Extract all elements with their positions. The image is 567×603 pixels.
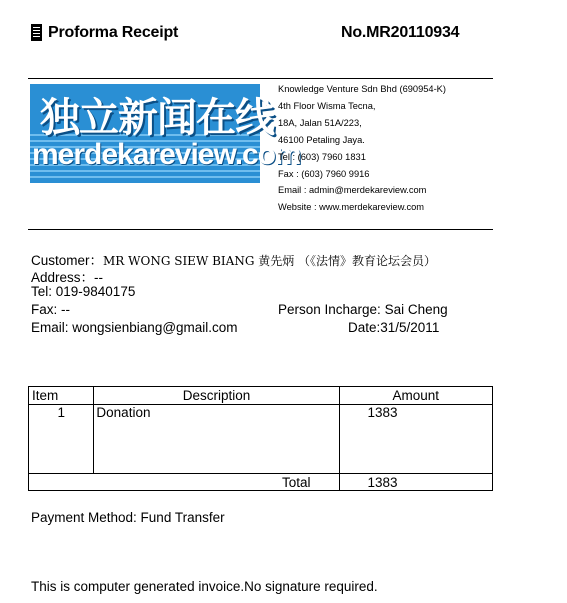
company-line: 46100 Petaling Jaya.	[278, 134, 365, 145]
receipt-title: Proforma Receipt	[48, 24, 179, 41]
header-item: Item	[29, 387, 94, 405]
company-line: Fax : (603) 7960 9916	[278, 168, 370, 179]
company-line: 4th Floor Wisma Tecna,	[278, 100, 376, 111]
company-line: Email : admin@merdekareview.com	[278, 185, 427, 196]
document-icon	[31, 24, 42, 41]
company-line: 18A, Jalan 51A/223,	[278, 117, 362, 128]
email-line: Email: wongsienbiang@gmail.com	[31, 320, 238, 335]
company-info	[278, 81, 446, 216]
items-table	[28, 386, 493, 491]
total-spacer	[29, 474, 94, 491]
person-incharge: Person Incharge: Sai Cheng	[278, 302, 448, 317]
fax-line: Fax: --	[31, 302, 70, 317]
customer-label: Customer：	[31, 253, 104, 268]
company-divider	[28, 229, 493, 230]
header-divider	[28, 78, 493, 79]
address-line: Address：--	[31, 270, 104, 285]
payment-method: Payment Method: Fund Transfer	[31, 510, 225, 525]
date: Date:31/5/2011	[348, 320, 440, 335]
customer-name: MR WONG SIEW BIANG 黄先炳 （《法情》教育论坛会员）	[103, 254, 437, 268]
logo-chinese-text: 独立新闻在线	[40, 95, 274, 141]
company-line: Website : www.merdekareview.com	[278, 202, 425, 213]
receipt-number: No.MR20110934	[341, 24, 460, 41]
row-amount: 1383	[339, 405, 492, 474]
header-amount: Amount	[339, 387, 492, 405]
tel-line: Tel: 019-9840175	[31, 284, 136, 299]
header-description: Description	[94, 387, 339, 405]
total-label: Total	[94, 474, 339, 491]
total-value: 1383	[339, 474, 492, 491]
company-logo	[30, 84, 301, 183]
logo-english-text: merdekareview.com	[32, 138, 301, 171]
row-description: Donation	[94, 405, 339, 474]
row-item: 1	[29, 405, 94, 474]
table-row	[29, 405, 493, 474]
table-header-row	[29, 387, 493, 405]
company-line: Knowledge Venture Sdn Bhd (690954-K)	[278, 84, 446, 94]
company-line: Tel : (603) 7960 1831	[278, 151, 366, 162]
footer-note: This is computer generated invoice.No signature required.	[31, 579, 378, 594]
total-row	[29, 474, 493, 491]
